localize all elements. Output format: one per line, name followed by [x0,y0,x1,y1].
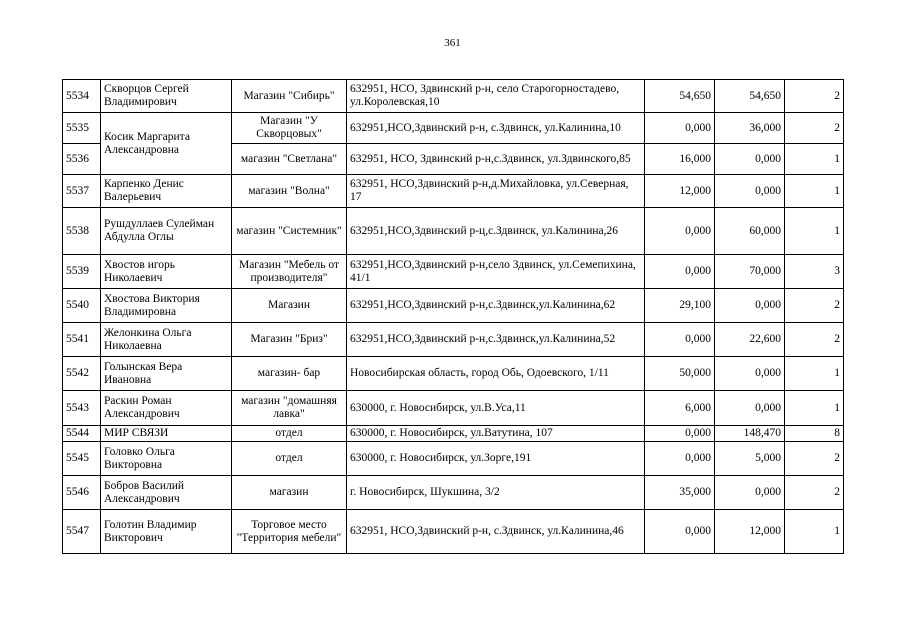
owner-name: Косик Маргарита Александровна [101,113,232,175]
owner-name: Карпенко Денис Валерьевич [101,175,232,208]
value-2: 54,650 [715,80,785,113]
value-1: 6,000 [645,391,715,426]
owner-name: Хвостова Виктория Владимировна [101,289,232,323]
value-2: 0,000 [715,289,785,323]
value-2: 22,600 [715,323,785,357]
row-number: 5540 [63,289,101,323]
quantity: 8 [785,426,844,442]
value-1: 50,000 [645,357,715,391]
value-2: 12,000 [715,510,785,554]
row-number: 5537 [63,175,101,208]
value-1: 54,650 [645,80,715,113]
row-number: 5546 [63,476,101,510]
owner-name: Рушдуллаев Сулейман Абдулла Оглы [101,208,232,255]
value-2: 5,000 [715,442,785,476]
address: 632951,НСО,Здвинский р-н, с.Здвинск, ул.Калинина,10 [347,113,645,144]
outlet-type: магазин- бар [232,357,347,391]
quantity: 2 [785,80,844,113]
registry-table [62,79,844,554]
owner-name: Желонкина Ольга Николаевна [101,323,232,357]
row-number: 5542 [63,357,101,391]
owner-name: Бобров Василий Александрович [101,476,232,510]
table-row [63,208,844,255]
outlet-type: магазин "Системник" [232,208,347,255]
row-number: 5547 [63,510,101,554]
value-1: 0,000 [645,323,715,357]
table-row [63,357,844,391]
value-1: 0,000 [645,510,715,554]
value-2: 148,470 [715,426,785,442]
quantity: 2 [785,442,844,476]
table-row [63,510,844,554]
owner-name: Головко Ольга Викторовна [101,442,232,476]
quantity: 2 [785,323,844,357]
value-2: 0,000 [715,175,785,208]
address: 630000, г. Новосибирск, ул.Ватутина, 107 [347,426,645,442]
value-2: 60,000 [715,208,785,255]
quantity: 2 [785,113,844,144]
owner-name: Хвостов игорь Николаевич [101,255,232,289]
value-2: 36,000 [715,113,785,144]
owner-name: Раскин Роман Александрович [101,391,232,426]
address: 632951,НСО,Здвинский р-н,село Здвинск, ул.Семепихина, 41/1 [347,255,645,289]
value-1: 0,000 [645,442,715,476]
address: 632951, НСО, Здвинский р-н,с.Здвинск, ул.Здвинского,85 [347,144,645,175]
quantity: 1 [785,391,844,426]
table-row [63,289,844,323]
owner-name: МИР СВЯЗИ [101,426,232,442]
row-number: 5541 [63,323,101,357]
outlet-type: магазин "Волна" [232,175,347,208]
outlet-type: отдел [232,442,347,476]
outlet-type: Магазин "Бриз" [232,323,347,357]
address: 632951,НСО,Здвинский р-ц,с.Здвинск, ул.Калинина,26 [347,208,645,255]
quantity: 1 [785,208,844,255]
address: 632951,НСО,Здвинский р-н,с.Здвинск,ул.Калинина,52 [347,323,645,357]
quantity: 2 [785,476,844,510]
row-number: 5543 [63,391,101,426]
address: Новосибирская область, город Обь, Одоевского, 1/11 [347,357,645,391]
row-number: 5538 [63,208,101,255]
value-2: 0,000 [715,476,785,510]
address: 630000, г. Новосибирск, ул.В.Уса,11 [347,391,645,426]
value-1: 0,000 [645,255,715,289]
quantity: 1 [785,357,844,391]
quantity: 3 [785,255,844,289]
address: 632951, НСО,Здвинский р-н,д.Михайловка, ул.Северная, 17 [347,175,645,208]
owner-name: Скворцов Сергей Владимирович [101,80,232,113]
address: 630000, г. Новосибирск, ул.Зорге,191 [347,442,645,476]
value-1: 12,000 [645,175,715,208]
address: 632951, НСО, Здвинский р-н, село Старогорностадево, ул.Королевская,10 [347,80,645,113]
owner-name: Голынская Вера Ивановна [101,357,232,391]
value-1: 16,000 [645,144,715,175]
outlet-type: магазин "домашняя лавка" [232,391,347,426]
outlet-type: отдел [232,426,347,442]
value-2: 0,000 [715,144,785,175]
quantity: 2 [785,289,844,323]
owner-name: Голотин Владимир Викторович [101,510,232,554]
value-2: 70,000 [715,255,785,289]
value-1: 35,000 [645,476,715,510]
outlet-type: Магазин "Сибирь" [232,80,347,113]
page-number: 361 [444,37,461,49]
address: г. Новосибирск, Шукшина, 3/2 [347,476,645,510]
quantity: 1 [785,175,844,208]
value-2: 0,000 [715,357,785,391]
table-row [63,80,844,113]
table-row [63,323,844,357]
value-1: 0,000 [645,208,715,255]
table-row [63,113,844,144]
outlet-type: Магазин "Мебель от производителя" [232,255,347,289]
table-row [63,426,844,442]
row-number: 5535 [63,113,101,144]
address: 632951,НСО,Здвинский р-н,с.Здвинск,ул.Калинина,62 [347,289,645,323]
address: 632951, НСО,Здвинский р-н, с.Здвинск, ул.Калинина,46 [347,510,645,554]
table-row [63,255,844,289]
row-number: 5534 [63,80,101,113]
row-number: 5536 [63,144,101,175]
quantity: 1 [785,510,844,554]
outlet-type: Торговое место "Территория мебели" [232,510,347,554]
table-row [63,442,844,476]
value-1: 0,000 [645,113,715,144]
outlet-type: магазин [232,476,347,510]
value-2: 0,000 [715,391,785,426]
row-number: 5545 [63,442,101,476]
table-row [63,175,844,208]
table-row [63,391,844,426]
value-1: 0,000 [645,426,715,442]
outlet-type: магазин "Светлана" [232,144,347,175]
quantity: 1 [785,144,844,175]
row-number: 5539 [63,255,101,289]
outlet-type: Магазин "У Скворцовых" [232,113,347,144]
outlet-type: Магазин [232,289,347,323]
table-row [63,476,844,510]
value-1: 29,100 [645,289,715,323]
row-number: 5544 [63,426,101,442]
